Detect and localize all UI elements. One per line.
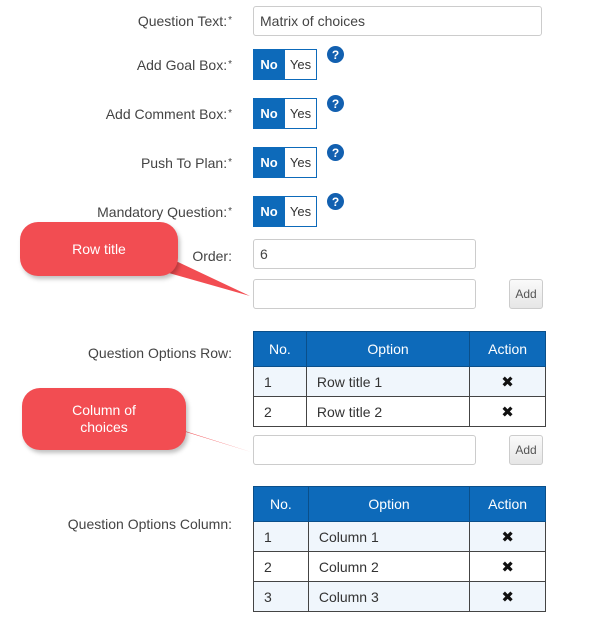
question-options-row-label: Question Options Row:: [88, 345, 232, 361]
column-header-option: Option: [308, 487, 469, 522]
delete-icon[interactable]: ✖: [470, 552, 546, 582]
column-option: Column 2: [308, 552, 469, 582]
delete-icon[interactable]: ✖: [470, 522, 546, 552]
row-option: Row title 2: [306, 397, 469, 427]
column-callout: [22, 388, 186, 450]
column-callout-line1: Column of: [72, 402, 136, 418]
help-icon[interactable]: ?: [327, 95, 344, 112]
add-goal-box-label: Add Goal Box:*: [136, 57, 232, 73]
add-comment-box-yes-button[interactable]: Yes: [285, 98, 317, 129]
column-header-action: Action: [470, 332, 546, 367]
help-icon[interactable]: ?: [327, 46, 344, 63]
question-text-input[interactable]: Matrix of choices: [253, 6, 542, 36]
row-number: 1: [254, 367, 307, 397]
add-goal-box-yes-button[interactable]: Yes: [285, 49, 317, 80]
column-header-action: Action: [470, 487, 546, 522]
add-comment-box-label: Add Comment Box:*: [105, 106, 232, 122]
column-number: 2: [254, 552, 309, 582]
column-header-no: No.: [254, 487, 309, 522]
delete-icon[interactable]: ✖: [470, 367, 546, 397]
column-option: Column 3: [308, 582, 469, 612]
column-callout-line2: choices: [80, 419, 128, 435]
question-options-column-label: Question Options Column:: [67, 516, 232, 532]
column-number: 3: [254, 582, 309, 612]
row-title-callout-text: Row title: [72, 240, 126, 257]
add-column-button[interactable]: Add: [509, 435, 543, 465]
help-icon[interactable]: ?: [327, 144, 344, 161]
mandatory-question-label: Mandatory Question:*: [97, 204, 232, 220]
column-option: Column 1: [308, 522, 469, 552]
order-label: Order:: [192, 248, 232, 264]
add-row-button[interactable]: Add: [509, 279, 543, 309]
column-header-option: Option: [306, 332, 469, 367]
row-title-callout: [20, 222, 178, 276]
add-goal-box-no-button[interactable]: No: [253, 49, 285, 80]
mandatory-question-yes-button[interactable]: Yes: [285, 196, 317, 227]
delete-icon[interactable]: ✖: [470, 582, 546, 612]
mandatory-question-no-button[interactable]: No: [253, 196, 285, 227]
question-text-label: Question Text:*: [137, 13, 232, 29]
help-icon[interactable]: ?: [327, 193, 344, 210]
row-option: Row title 1: [306, 367, 469, 397]
column-number: 1: [254, 522, 309, 552]
delete-icon[interactable]: ✖: [470, 397, 546, 427]
column-header-no: No.: [254, 332, 307, 367]
push-to-plan-label: Push To Plan:*: [140, 155, 232, 171]
row-number: 2: [254, 397, 307, 427]
add-comment-box-no-button[interactable]: No: [253, 98, 285, 129]
push-to-plan-no-button[interactable]: No: [253, 147, 285, 178]
order-input[interactable]: 6: [253, 239, 476, 269]
push-to-plan-yes-button[interactable]: Yes: [285, 147, 317, 178]
